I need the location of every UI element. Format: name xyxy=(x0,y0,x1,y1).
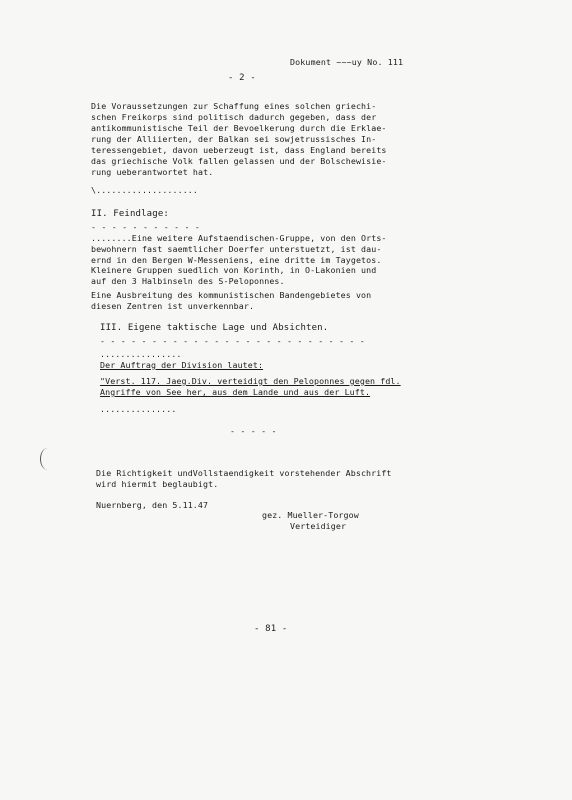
text-line: schen Freikorps sind politisch dadurch gegeben, dass der xyxy=(91,112,377,122)
place-date: Nuernberg, den 5.11.47 xyxy=(96,500,209,510)
heading-underline: - - - - - - - - - - - - - - - - - - - - - - - - - - xyxy=(100,336,365,346)
text-line: teressengebiet, davon ueberzeugt ist, dass England bereits xyxy=(91,145,387,155)
text-line: diesen Zentren ist unverkennbar. xyxy=(91,301,255,311)
text-line: rung der Alliierten, der Balkan sei sowjetrussisches In- xyxy=(91,134,377,144)
text-line: das griechische Volk fallen gelassen und der Bolschewisie- xyxy=(91,156,387,166)
section-heading: III. Eigene taktische Lage und Absichten. xyxy=(100,323,329,333)
document-reference: Dokument ~~~uy No. 111 xyxy=(290,57,404,67)
heading-underline: - - - - - - - - - - - xyxy=(91,222,201,232)
punch-hole-mark xyxy=(40,448,55,470)
page-marker: - 2 - xyxy=(228,73,256,83)
ellipsis: \.................... xyxy=(91,185,198,195)
text-line: auf den 3 Halbinseln des S-Peloponnes. xyxy=(91,276,285,286)
ellipsis: ............... xyxy=(100,404,177,414)
section-separator: - - - - - xyxy=(230,426,277,436)
text-line: Die Voraussetzungen zur Schaffung eines solchen griechi- xyxy=(91,101,377,111)
text-line: ernd in den Bergen W-Messeniens, eine dritte im Taygetos. xyxy=(91,255,382,265)
text-line: wird hiermit beglaubigt. xyxy=(96,479,219,489)
page-number: - 81 - xyxy=(254,624,288,634)
auftrag-heading: Der Auftrag der Division lautet: xyxy=(100,360,264,370)
text-line: ........Eine weitere Aufstaendischen-Gruppe, von den Orts- xyxy=(91,233,387,243)
text-line: antikommunistische Teil der Bevoelkerung durch die Erklae- xyxy=(91,123,387,133)
signature-name: gez. Mueller-Torgow xyxy=(262,510,359,520)
text-line: "Verst. 117. Jaeg.Div. verteidigt den Peloponnes gegen fdl. xyxy=(100,376,401,386)
ellipsis: ................ xyxy=(100,349,182,359)
signature-role: Verteidiger xyxy=(290,521,347,531)
text-line: bewohnern fast saemtlicher Doerfer unterstuetzt, ist dau- xyxy=(91,244,382,254)
text-line: Kleinere Gruppen suedlich von Korinth, in O-Lakonien und xyxy=(91,265,377,275)
text-line: Eine Ausbreitung des kommunistischen Bandengebietes von xyxy=(91,290,372,300)
text-line: Die Richtigkeit undVollstaendigkeit vorstehender Abschrift xyxy=(96,468,392,478)
text-line: rung ueberantwortet hat. xyxy=(91,167,214,177)
text-line: Angriffe von See her, aus dem Lande und aus der Luft. xyxy=(100,387,371,397)
section-heading: II. Feindlage: xyxy=(91,209,169,219)
